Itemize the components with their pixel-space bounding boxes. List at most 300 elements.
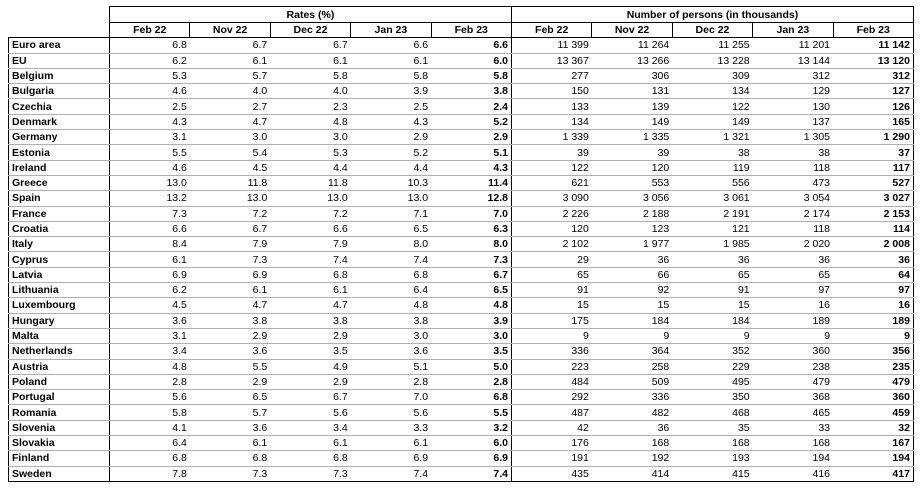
table-row: [9, 99, 914, 114]
persons-cell: 129: [753, 84, 833, 99]
rate-cell: 5.6: [110, 390, 190, 405]
persons-cell: 119: [672, 160, 752, 175]
persons-cell: 65: [672, 267, 752, 282]
persons-cell: 1 305: [753, 130, 833, 145]
rate-cell: 4.4: [270, 160, 350, 175]
persons-cell: 13 266: [592, 53, 672, 68]
rate-cell: 6.8: [190, 451, 270, 466]
persons-cell: 130: [753, 99, 833, 114]
country-name-cell: Euro area: [9, 38, 110, 53]
persons-cell: 3 056: [592, 191, 672, 206]
persons-cell: 120: [592, 160, 672, 175]
rate-cell: 5.8: [431, 68, 511, 83]
table-row: [9, 451, 914, 466]
persons-cell: 1 985: [672, 237, 752, 252]
persons-cell: 117: [833, 160, 913, 175]
persons-cell: 2 008: [833, 237, 913, 252]
persons-cell: 484: [511, 374, 591, 389]
rate-cell: 4.8: [351, 298, 431, 313]
persons-cell: 176: [511, 436, 591, 451]
persons-cell: 193: [672, 451, 752, 466]
rate-cell: 6.4: [351, 283, 431, 298]
persons-cell: 3 054: [753, 191, 833, 206]
rate-cell: 13.0: [190, 191, 270, 206]
country-name-cell: Germany: [9, 130, 110, 145]
country-name-cell: Latvia: [9, 267, 110, 282]
country-name-cell: Finland: [9, 451, 110, 466]
persons-cell: 15: [511, 298, 591, 313]
rate-cell: 3.1: [110, 328, 190, 343]
rate-cell: 6.1: [270, 436, 350, 451]
persons-cell: 312: [833, 68, 913, 83]
rate-cell: 2.9: [190, 374, 270, 389]
rate-cell: 3.9: [431, 313, 511, 328]
persons-cell: 356: [833, 344, 913, 359]
rate-cell: 2.4: [431, 99, 511, 114]
rate-cell: 6.4: [110, 436, 190, 451]
persons-cell: 3 090: [511, 191, 591, 206]
table-row: [9, 191, 914, 206]
persons-cell: 33: [753, 420, 833, 435]
persons-cell: 42: [511, 420, 591, 435]
persons-cell: 64: [833, 267, 913, 282]
rates-group-header: Rates (%): [110, 7, 512, 23]
persons-cell: 360: [753, 344, 833, 359]
persons-period-header: Dec 22: [672, 23, 752, 38]
persons-cell: 1 339: [511, 130, 591, 145]
rate-cell: 5.8: [110, 405, 190, 420]
rate-cell: 2.5: [110, 99, 190, 114]
rate-cell: 3.5: [431, 344, 511, 359]
rate-cell: 4.0: [190, 84, 270, 99]
rate-cell: 6.8: [110, 451, 190, 466]
persons-cell: 149: [672, 114, 752, 129]
rate-cell: 6.7: [190, 38, 270, 53]
rate-cell: 6.1: [190, 436, 270, 451]
table-row: [9, 252, 914, 267]
country-name-cell: Slovakia: [9, 436, 110, 451]
persons-cell: 1 335: [592, 130, 672, 145]
rate-cell: 6.9: [351, 451, 431, 466]
rate-cell: 5.0: [431, 359, 511, 374]
rate-cell: 10.3: [351, 175, 431, 190]
persons-cell: 2 188: [592, 206, 672, 221]
persons-group-header: Number of persons (in thousands): [511, 7, 913, 23]
header-blank-cell: [9, 23, 110, 38]
country-name-cell: Estonia: [9, 145, 110, 160]
rate-cell: 3.8: [190, 313, 270, 328]
persons-cell: 482: [592, 405, 672, 420]
persons-cell: 465: [753, 405, 833, 420]
rate-cell: 11.8: [270, 175, 350, 190]
rate-cell: 7.3: [270, 466, 350, 481]
rates-period-header: Nov 22: [190, 23, 270, 38]
rate-cell: 5.7: [190, 405, 270, 420]
rate-cell: 3.0: [351, 328, 431, 343]
persons-cell: 35: [672, 420, 752, 435]
unemployment-table-container: [8, 6, 914, 482]
country-name-cell: Ireland: [9, 160, 110, 175]
rate-cell: 5.5: [431, 405, 511, 420]
persons-cell: 66: [592, 267, 672, 282]
rate-cell: 3.0: [431, 328, 511, 343]
country-name-cell: Denmark: [9, 114, 110, 129]
rate-cell: 2.5: [351, 99, 431, 114]
rate-cell: 2.9: [431, 130, 511, 145]
rate-cell: 6.6: [270, 221, 350, 236]
table-row: [9, 68, 914, 83]
rates-period-header: Feb 22: [110, 23, 190, 38]
table-row: [9, 359, 914, 374]
persons-cell: 479: [833, 374, 913, 389]
persons-cell: 123: [592, 221, 672, 236]
country-name-cell: Belgium: [9, 68, 110, 83]
persons-cell: 36: [672, 252, 752, 267]
table-row: [9, 466, 914, 481]
persons-cell: 134: [511, 114, 591, 129]
rate-cell: 4.6: [110, 160, 190, 175]
country-name-cell: Hungary: [9, 313, 110, 328]
rate-cell: 4.5: [110, 298, 190, 313]
persons-cell: 36: [592, 420, 672, 435]
persons-cell: 368: [753, 390, 833, 405]
persons-cell: 309: [672, 68, 752, 83]
rate-cell: 4.3: [351, 114, 431, 129]
rate-cell: 2.7: [190, 99, 270, 114]
persons-cell: 2 102: [511, 237, 591, 252]
persons-cell: 13 120: [833, 53, 913, 68]
rate-cell: 2.9: [270, 328, 350, 343]
rate-cell: 6.1: [351, 436, 431, 451]
rates-period-header: Feb 23: [431, 23, 511, 38]
persons-cell: 191: [511, 451, 591, 466]
rate-cell: 2.8: [431, 374, 511, 389]
country-name-cell: Italy: [9, 237, 110, 252]
rate-cell: 7.8: [110, 466, 190, 481]
table-row: [9, 130, 914, 145]
persons-cell: 168: [672, 436, 752, 451]
rate-cell: 3.6: [110, 313, 190, 328]
rate-cell: 6.8: [270, 451, 350, 466]
rate-cell: 12.8: [431, 191, 511, 206]
rate-cell: 6.6: [351, 38, 431, 53]
persons-cell: 9: [511, 328, 591, 343]
persons-cell: 184: [672, 313, 752, 328]
rate-cell: 6.1: [270, 283, 350, 298]
rate-cell: 6.9: [431, 451, 511, 466]
rate-cell: 3.8: [431, 84, 511, 99]
rate-cell: 7.2: [270, 206, 350, 221]
rate-cell: 6.8: [431, 390, 511, 405]
persons-cell: 11 255: [672, 38, 752, 53]
rate-cell: 8.4: [110, 237, 190, 252]
table-row: [9, 114, 914, 129]
rate-cell: 6.6: [110, 221, 190, 236]
country-name-cell: Luxembourg: [9, 298, 110, 313]
rate-cell: 4.5: [190, 160, 270, 175]
rate-cell: 11.4: [431, 175, 511, 190]
country-name-cell: Poland: [9, 374, 110, 389]
persons-cell: 350: [672, 390, 752, 405]
rate-cell: 4.7: [190, 114, 270, 129]
country-name-cell: Czechia: [9, 99, 110, 114]
persons-cell: 336: [592, 390, 672, 405]
country-name-cell: Greece: [9, 175, 110, 190]
persons-cell: 258: [592, 359, 672, 374]
rate-cell: 2.9: [270, 374, 350, 389]
table-row: [9, 436, 914, 451]
rate-cell: 4.6: [110, 84, 190, 99]
rate-cell: 2.3: [270, 99, 350, 114]
rate-cell: 3.8: [351, 313, 431, 328]
rate-cell: 4.3: [110, 114, 190, 129]
rate-cell: 8.0: [351, 237, 431, 252]
rate-cell: 3.0: [190, 130, 270, 145]
persons-cell: 2 020: [753, 237, 833, 252]
table-row: [9, 53, 914, 68]
rate-cell: 7.3: [190, 466, 270, 481]
rate-cell: 6.5: [351, 221, 431, 236]
country-name-cell: France: [9, 206, 110, 221]
table-header: [9, 7, 914, 38]
persons-cell: 3 061: [672, 191, 752, 206]
rate-cell: 7.4: [351, 252, 431, 267]
rate-cell: 3.9: [351, 84, 431, 99]
country-name-cell: Lithuania: [9, 283, 110, 298]
rate-cell: 3.8: [270, 313, 350, 328]
rate-cell: 6.7: [431, 267, 511, 282]
table-row: [9, 237, 914, 252]
persons-cell: 13 367: [511, 53, 591, 68]
persons-cell: 360: [833, 390, 913, 405]
persons-cell: 122: [511, 160, 591, 175]
persons-cell: 184: [592, 313, 672, 328]
persons-period-header: Jan 23: [753, 23, 833, 38]
rate-cell: 4.8: [270, 114, 350, 129]
rate-cell: 3.0: [270, 130, 350, 145]
persons-cell: 36: [833, 252, 913, 267]
persons-cell: 416: [753, 466, 833, 481]
rate-cell: 7.3: [190, 252, 270, 267]
rate-cell: 3.6: [190, 344, 270, 359]
persons-cell: 38: [672, 145, 752, 160]
table-row: [9, 221, 914, 236]
persons-cell: 13 144: [753, 53, 833, 68]
persons-cell: 36: [753, 252, 833, 267]
persons-cell: 139: [592, 99, 672, 114]
country-name-cell: Bulgaria: [9, 84, 110, 99]
rate-cell: 6.5: [431, 283, 511, 298]
rate-cell: 7.9: [190, 237, 270, 252]
rate-cell: 6.7: [270, 390, 350, 405]
persons-cell: 118: [753, 221, 833, 236]
rate-cell: 6.8: [270, 267, 350, 282]
rate-cell: 6.1: [110, 252, 190, 267]
rate-cell: 6.1: [351, 53, 431, 68]
rate-cell: 3.4: [270, 420, 350, 435]
persons-cell: 495: [672, 374, 752, 389]
persons-cell: 133: [511, 99, 591, 114]
persons-cell: 15: [672, 298, 752, 313]
unemployment-table: [8, 6, 914, 482]
table-row: [9, 206, 914, 221]
rate-cell: 3.2: [431, 420, 511, 435]
persons-cell: 194: [753, 451, 833, 466]
rate-cell: 6.1: [190, 53, 270, 68]
rate-cell: 13.2: [110, 191, 190, 206]
rate-cell: 7.4: [431, 466, 511, 481]
persons-period-header: Feb 22: [511, 23, 591, 38]
persons-cell: 137: [753, 114, 833, 129]
rate-cell: 5.7: [190, 68, 270, 83]
rate-cell: 6.7: [270, 38, 350, 53]
rate-cell: 6.0: [431, 53, 511, 68]
table-row: [9, 344, 914, 359]
rate-cell: 6.8: [110, 38, 190, 53]
country-name-cell: Spain: [9, 191, 110, 206]
persons-cell: 11 264: [592, 38, 672, 53]
persons-cell: 238: [753, 359, 833, 374]
persons-cell: 32: [833, 420, 913, 435]
rate-cell: 7.4: [270, 252, 350, 267]
rate-cell: 5.2: [431, 114, 511, 129]
table-row: [9, 405, 914, 420]
persons-cell: 91: [672, 283, 752, 298]
rate-cell: 4.3: [431, 160, 511, 175]
rate-cell: 5.3: [110, 68, 190, 83]
rate-cell: 6.9: [110, 267, 190, 282]
persons-cell: 473: [753, 175, 833, 190]
persons-cell: 9: [833, 328, 913, 343]
rates-period-header: Jan 23: [351, 23, 431, 38]
persons-cell: 39: [511, 145, 591, 160]
table-body: [9, 38, 914, 482]
persons-cell: 479: [753, 374, 833, 389]
persons-cell: 168: [592, 436, 672, 451]
persons-cell: 527: [833, 175, 913, 190]
rate-cell: 6.3: [431, 221, 511, 236]
persons-cell: 15: [592, 298, 672, 313]
table-row: [9, 313, 914, 328]
rate-cell: 11.8: [190, 175, 270, 190]
table-row: [9, 283, 914, 298]
rate-cell: 13.0: [351, 191, 431, 206]
rates-period-header: Dec 22: [270, 23, 350, 38]
table-row: [9, 420, 914, 435]
persons-cell: 235: [833, 359, 913, 374]
rate-cell: 7.0: [431, 206, 511, 221]
country-name-cell: EU: [9, 53, 110, 68]
persons-cell: 364: [592, 344, 672, 359]
persons-cell: 417: [833, 466, 913, 481]
persons-cell: 2 174: [753, 206, 833, 221]
rate-cell: 13.0: [270, 191, 350, 206]
persons-cell: 175: [511, 313, 591, 328]
table-row: [9, 298, 914, 313]
persons-cell: 120: [511, 221, 591, 236]
persons-cell: 415: [672, 466, 752, 481]
rate-cell: 8.0: [431, 237, 511, 252]
persons-cell: 2 191: [672, 206, 752, 221]
persons-cell: 149: [592, 114, 672, 129]
table-row: [9, 390, 914, 405]
rate-cell: 7.1: [351, 206, 431, 221]
rate-cell: 5.4: [190, 145, 270, 160]
persons-cell: 9: [753, 328, 833, 343]
persons-cell: 3 027: [833, 191, 913, 206]
persons-cell: 114: [833, 221, 913, 236]
persons-cell: 11 201: [753, 38, 833, 53]
persons-cell: 150: [511, 84, 591, 99]
persons-cell: 468: [672, 405, 752, 420]
persons-cell: 229: [672, 359, 752, 374]
persons-cell: 134: [672, 84, 752, 99]
persons-cell: 92: [592, 283, 672, 298]
rate-cell: 6.5: [190, 390, 270, 405]
rate-cell: 6.1: [270, 53, 350, 68]
rate-cell: 7.4: [351, 466, 431, 481]
persons-cell: 11 399: [511, 38, 591, 53]
rate-cell: 2.8: [351, 374, 431, 389]
rate-cell: 4.1: [110, 420, 190, 435]
persons-cell: 122: [672, 99, 752, 114]
country-name-cell: Croatia: [9, 221, 110, 236]
rate-cell: 6.9: [190, 267, 270, 282]
table-row: [9, 267, 914, 282]
rate-cell: 5.2: [351, 145, 431, 160]
country-name-cell: Netherlands: [9, 344, 110, 359]
persons-cell: 9: [592, 328, 672, 343]
rate-cell: 6.6: [431, 38, 511, 53]
persons-cell: 167: [833, 436, 913, 451]
country-name-cell: Slovenia: [9, 420, 110, 435]
persons-cell: 168: [753, 436, 833, 451]
persons-cell: 13 228: [672, 53, 752, 68]
rate-cell: 3.1: [110, 130, 190, 145]
table-row: [9, 160, 914, 175]
persons-cell: 553: [592, 175, 672, 190]
persons-cell: 36: [592, 252, 672, 267]
country-name-cell: Cyprus: [9, 252, 110, 267]
rate-cell: 4.9: [270, 359, 350, 374]
country-name-cell: Austria: [9, 359, 110, 374]
persons-cell: 39: [592, 145, 672, 160]
rate-cell: 3.6: [351, 344, 431, 359]
persons-cell: 556: [672, 175, 752, 190]
persons-period-header: Feb 23: [833, 23, 913, 38]
rate-cell: 4.8: [110, 359, 190, 374]
rate-cell: 4.0: [270, 84, 350, 99]
rate-cell: 6.1: [190, 283, 270, 298]
persons-cell: 29: [511, 252, 591, 267]
persons-cell: 38: [753, 145, 833, 160]
persons-cell: 459: [833, 405, 913, 420]
persons-cell: 192: [592, 451, 672, 466]
rate-cell: 2.9: [351, 130, 431, 145]
rate-cell: 6.2: [110, 53, 190, 68]
country-name-cell: Portugal: [9, 390, 110, 405]
persons-cell: 509: [592, 374, 672, 389]
persons-cell: 312: [753, 68, 833, 83]
persons-cell: 65: [511, 267, 591, 282]
persons-cell: 91: [511, 283, 591, 298]
rate-cell: 5.8: [270, 68, 350, 83]
persons-cell: 118: [753, 160, 833, 175]
persons-cell: 336: [511, 344, 591, 359]
table-row: [9, 328, 914, 343]
persons-cell: 65: [753, 267, 833, 282]
persons-cell: 194: [833, 451, 913, 466]
